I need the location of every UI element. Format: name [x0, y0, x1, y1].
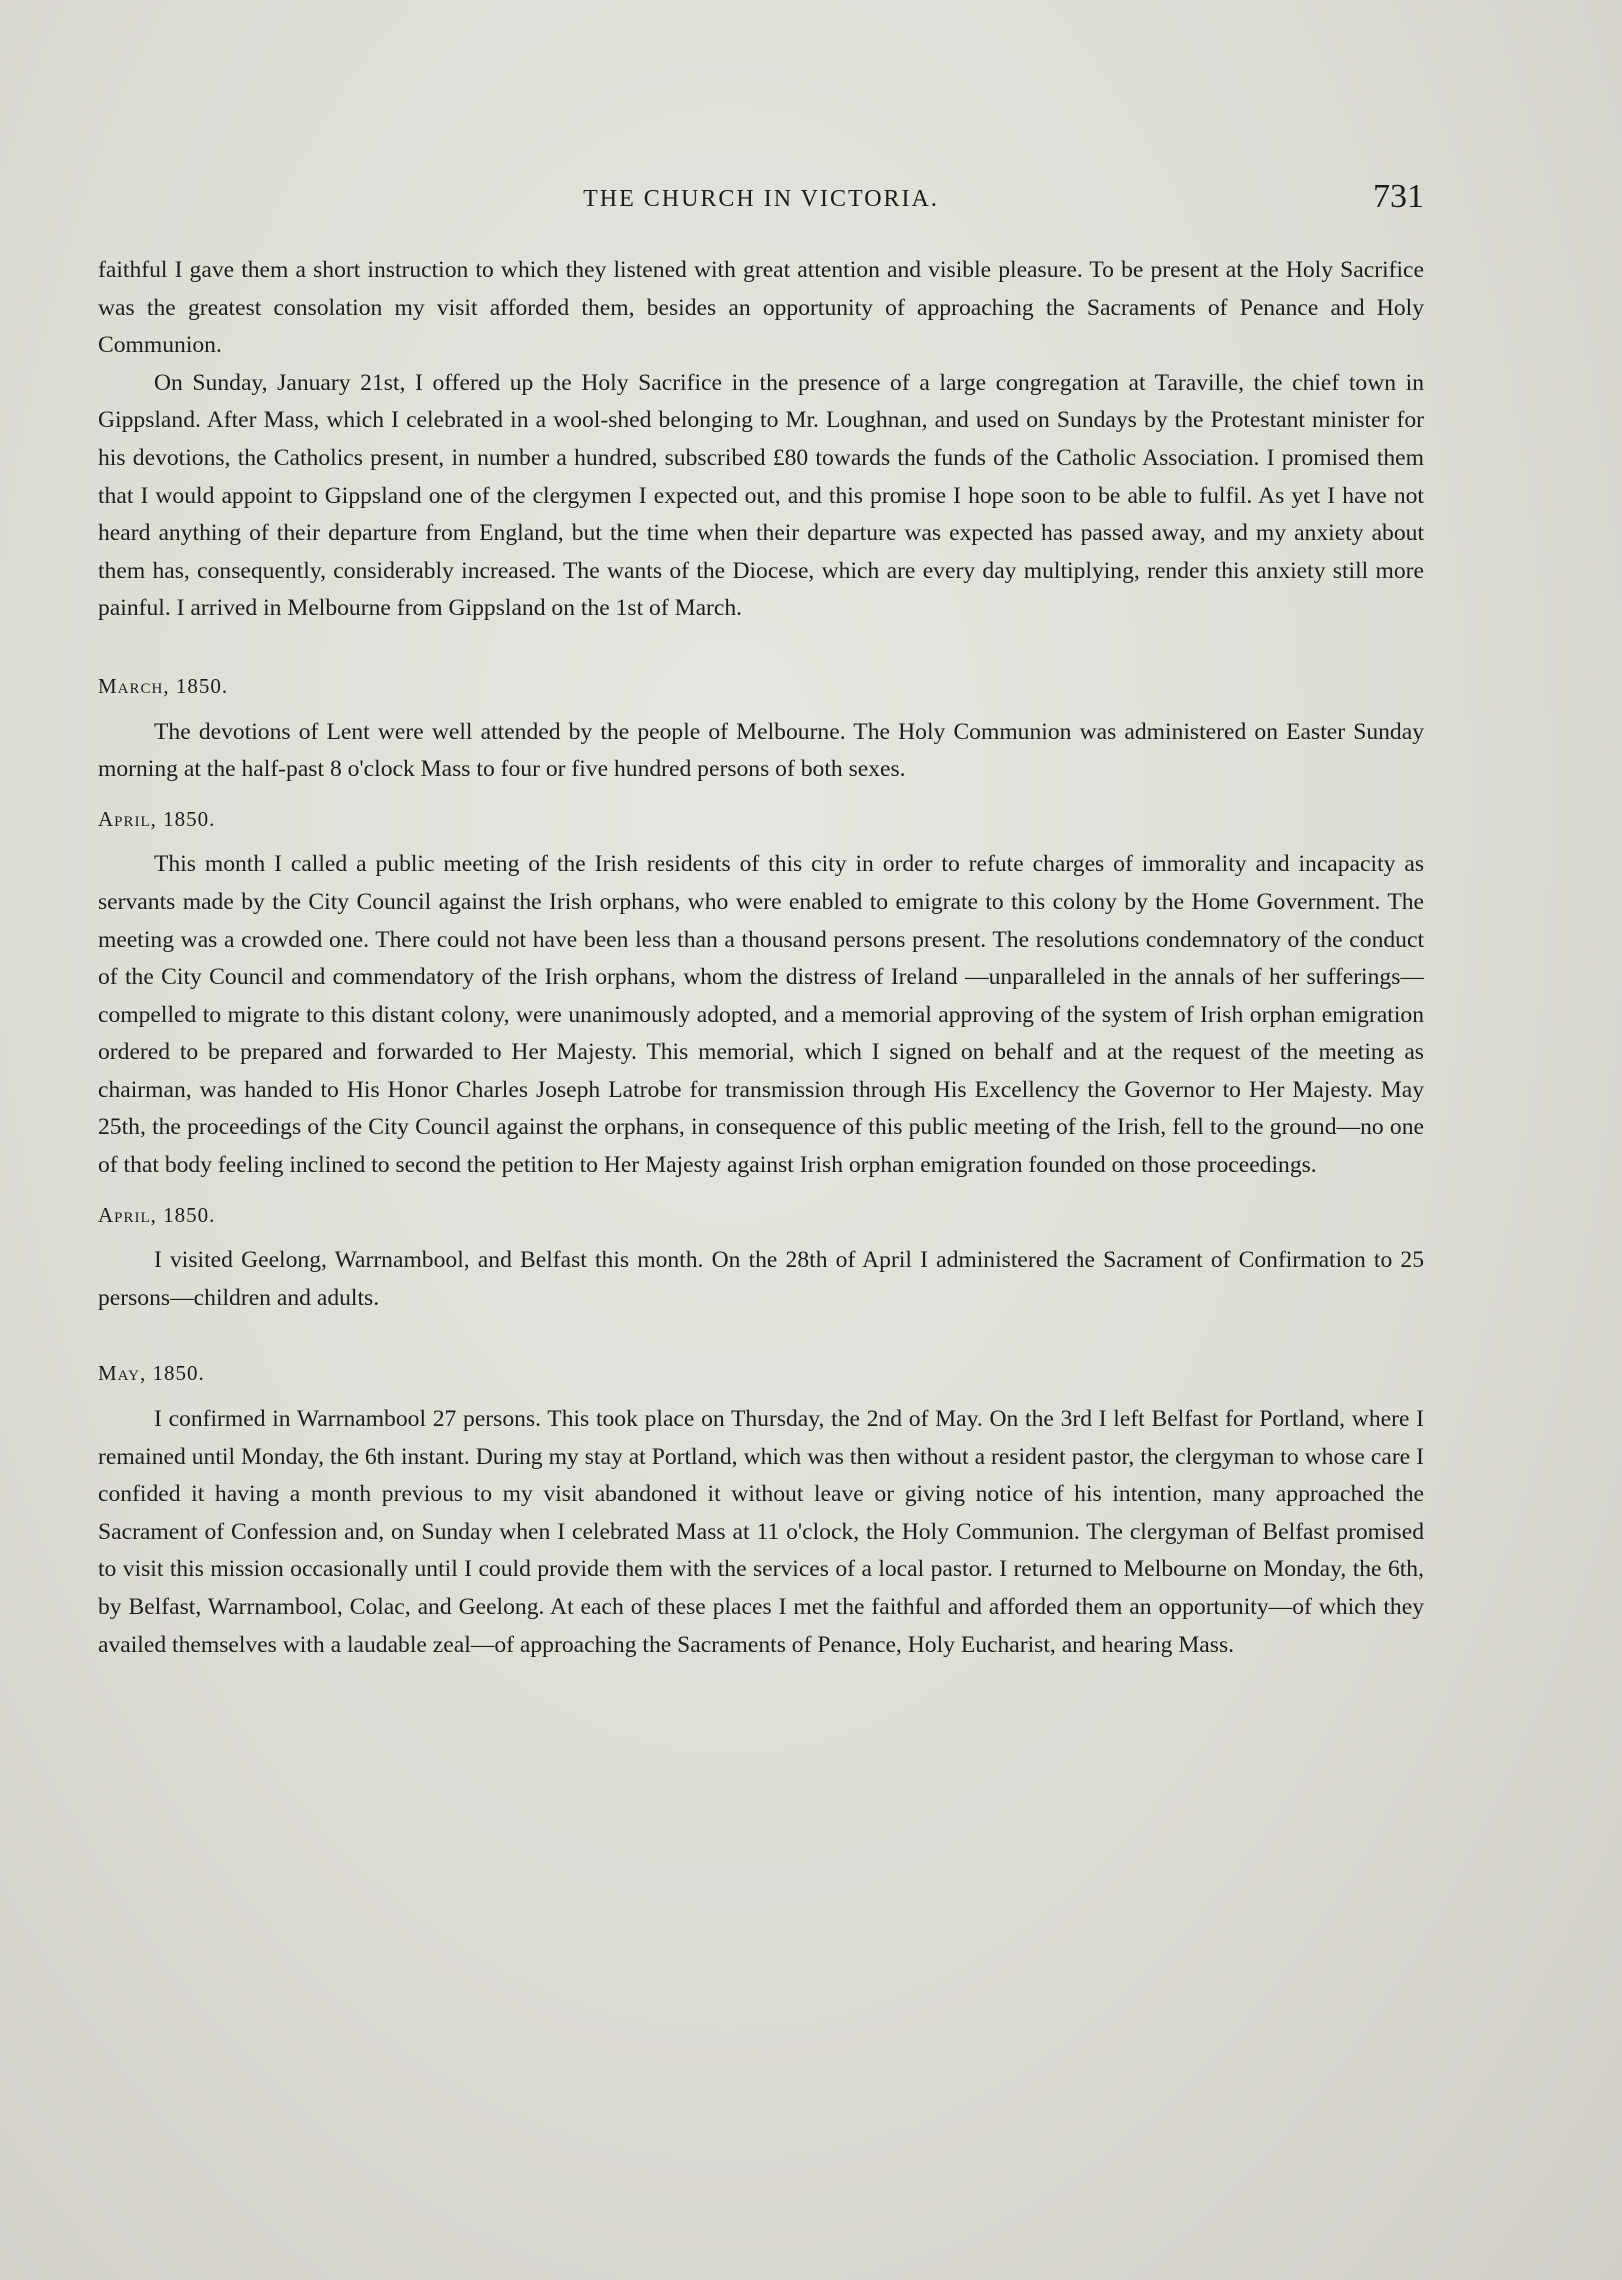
section-heading-april-2: April, 1850. [98, 1202, 216, 1227]
page-header [98, 178, 1424, 228]
section-heading-may: May, 1850. [98, 1361, 205, 1386]
section-heading-march: March, 1850. [98, 673, 229, 698]
paragraph: faithful I gave them a short instruction to which they listened with great attention and visible pleasure. To be present at the Holy Sacrifice was the greatest consolation my visit afforded them, besides an opportunity of approaching the Sacraments of Penance and Holy Communion. [98, 257, 1424, 359]
paragraph: I confirmed in Warrnambool 27 persons. This took place on Thursday, the 2nd of May. On the 3rd I left Belfast for Portland, where I remained until Monday, the 6th instant. During my stay at Portland, which was then without a resident pastor, the clergyman to whose care I confided it having a month previous to my visit abandoned it without leave or giving notice of his intention, many approached the Sacrament of Confession and, on Sunday when I celebrated Mass at 11 o'clock, the Holy Communion. The clergyman of Belfast promised to visit this mission occasionally until I could provide them with the services of a local pastor. I returned to Melbourne on Monday, the 6th, by Belfast, Warrnambool, Colac, and Geelong. At each of these places I met the faithful and afforded them an opportunity—of which they availed themselves with a laudable zeal—of approaching the Sacraments of Penance, Holy Eucharist, and hearing Mass. [98, 1406, 1424, 1658]
page-number: 731 [1373, 178, 1424, 215]
section-heading-april: April, 1850. [98, 806, 216, 831]
paragraph: The devotions of Lent were well attended by the people of Melbourne. The Holy Communion was administered on Easter Sunday morning at the half-past 8 o'clock Mass to four or five hundred persons of both sexes. [98, 718, 1424, 783]
paragraph: I visited Geelong, Warrnambool, and Belfast this month. On the 28th of April I administered the Sacrament of Confirmation to 25 persons—children and adults. [98, 1247, 1424, 1311]
paragraph: On Sunday, January 21st, I offered up the Holy Sacrifice in the presence of a large congregation at Taraville, the chief town in Gippsland. After Mass, which I celebrated in a wool-shed belonging to Mr. Loughnan, and used on Sundays by the Protestant minister for his devotions, the Catholics present, in number a hundred, subscribed £80 towards the funds of the Catholic Association. I promised them that I would appoint to Gippsland one of the clergymen I expected out, and this promise I hope soon to be able to fulfil. As yet I have not heard anything of their departure from England, but the time when their departure was expected has passed away, and my anxiety about them has, consequently, considerably increased. The wants of the Diocese, which are every day multiplying, render this anxiety still more painful. I arrived in Melbourne from Gippsland on the 1st of March. [98, 369, 1424, 622]
page-body [98, 252, 1424, 1664]
running-title: THE CHURCH IN VICTORIA. [583, 186, 939, 212]
paragraph: This month I called a public meeting of the Irish residents of this city in order to refute charges of immorality and incapacity as servants made by the City Council against the Irish orphans, who were enabled to emigrate to this colony by the Home Government. The meeting was a crowded one. There could not have been less than a thousand persons present. The resolutions condemnatory of the conduct of the City Council and commendatory of the Irish orphans, whom the distress of Ireland —unparalleled in the annals of her sufferings—compelled to migrate to this distant colony, were unanimously adopted, and a memorial approving of the system of Irish orphan emigration ordered to be prepared and forwarded to Her Majesty. This memorial, which I signed on behalf and at the request of the meeting as chairman, was handed to His Honor Charles Joseph Latrobe for transmission through His Excellency the Governor to Her Majesty. May 25th, the proceedings of the City Council against the orphans, in consequence of this public meeting of the Irish, fell to the ground—no one of that body feeling inclined to second the petition to Her Majesty against Irish orphan emigration founded on those proceedings. [98, 851, 1424, 1179]
